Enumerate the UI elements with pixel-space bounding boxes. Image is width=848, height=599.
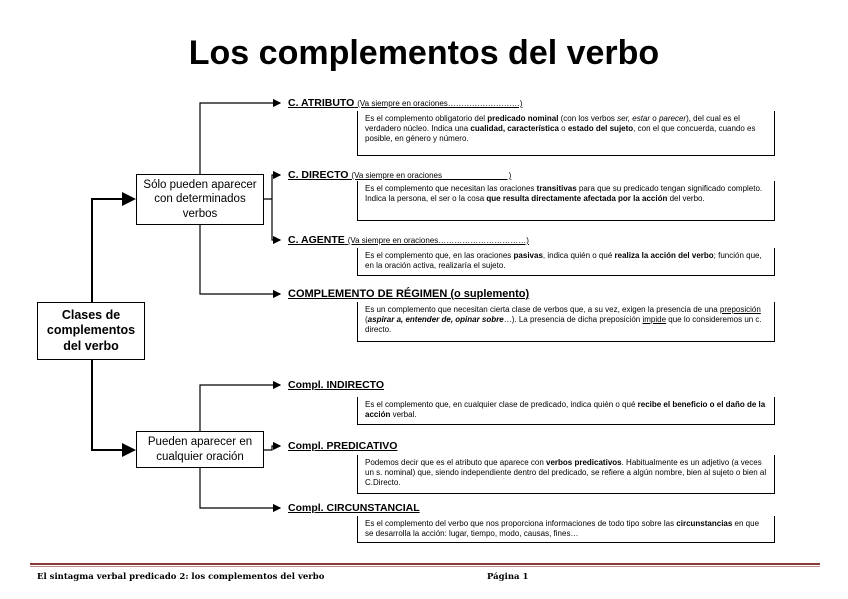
label-atributo: C. ATRIBUTO	[288, 97, 355, 109]
group-b-line-2: cualquier oración	[156, 450, 244, 463]
group-a-line-1: Sólo pueden aparecer	[143, 178, 257, 191]
heading-regimen	[288, 288, 529, 300]
label-indirecto: Compl. INDIRECTO	[288, 379, 385, 391]
root-line-2: complementos	[46, 323, 136, 338]
heading-indirecto	[288, 379, 384, 391]
desc-regimen: Es un complemento que necesitan cierta clase de verbos que, a su vez, exigen la presencia de una preposición (aspirar a, entender de, opinar sobre…). La presencia de dicha preposición impide que lo consideremos un c. directo.	[357, 302, 775, 342]
note-agente: (Va siempre en oraciones……………………………)	[347, 236, 529, 245]
desc-agente: Es el complemento que, en las oraciones pasivas, indica quién o qué realiza la acción del verbo; función que, en la oración activa, realizaría el sujeto.	[357, 248, 775, 276]
label-agente: C. AGENTE	[288, 234, 345, 246]
branch-directo	[264, 175, 280, 199]
desc-indirecto: Es el complemento que, en cualquier clase de predicado, indica quién o qué recibe el beneficio o el daño de la acción verbal.	[357, 397, 775, 425]
page-title: Los complementos del verbo	[188, 34, 660, 72]
desc-circunstancial: Es el complemento del verbo que nos proporciona informaciones de todo tipo sobre las circunstancias en que se desarrolla la acción: lugar, tiempo, modo, causas, fines…	[357, 516, 775, 543]
label-predicativo: Compl. PREDICATIVO	[288, 440, 398, 452]
root-to-group-a-arrow	[92, 199, 134, 302]
heading-predicativo	[288, 440, 397, 452]
root-line-3: del verbo	[63, 338, 119, 353]
root-box	[37, 302, 145, 360]
footer-rule	[30, 563, 820, 565]
heading-atributo	[288, 97, 522, 109]
desc-directo: Es el complemento que necesitan las oraciones transitivas para que su predicado tengan significado completo. Indica la persona, el ser o la cosa que resulta directamente afectada por la acción del verbo.	[357, 181, 775, 221]
branch-regimen	[200, 225, 280, 294]
footer-page-number: Página 1	[487, 572, 529, 582]
group-box-any-sentence	[136, 431, 264, 468]
branch-agente	[272, 199, 280, 240]
heading-circunstancial	[288, 502, 420, 514]
desc-atributo: Es el complemento obligatorio del predicado nominal (con los verbos ser, estar o parecer), del cual es el verdadero núcleo. Indica una cualidad, característica o estado del sujeto, con el que concuerda, cuando es posible, en género y número.	[357, 111, 775, 156]
footer-title: El sintagma verbal predicado 2: los complementos del verbo	[37, 572, 325, 582]
note-atributo: (Va siempre en oraciones………………………)	[357, 99, 523, 108]
footer-rule-thin	[30, 566, 820, 567]
note-directo: (Va siempre en oraciones )	[351, 171, 512, 180]
label-circunstancial: Compl. CIRCUNSTANCIAL	[288, 502, 420, 514]
desc-predicativo: Podemos decir que es el atributo que aparece con verbos predicativos. Habitualmente es un adjetivo (a veces un s. nominal) que, siendo independiente dentro del predicado, se refiere a algún nombre, bien al sujeto o bien al C.Directo.	[357, 455, 775, 494]
branch-circunstancial	[200, 468, 280, 508]
branch-atributo	[200, 103, 280, 174]
group-a-line-3: verbos	[182, 207, 218, 220]
branch-indirecto	[200, 385, 280, 431]
label-directo: C. DIRECTO	[288, 169, 349, 181]
heading-directo	[288, 169, 511, 181]
group-a-line-2: con determinados	[154, 193, 246, 206]
root-line-1: Clases de	[61, 307, 121, 322]
group-box-specific-verbs	[136, 174, 264, 225]
root-to-group-b-arrow	[92, 360, 134, 450]
heading-agente	[288, 234, 529, 246]
branch-predicativo	[264, 446, 280, 450]
label-regimen: COMPLEMENTO DE RÉGIMEN (o suplemento)	[288, 288, 530, 300]
group-b-line-1: Pueden aparecer en	[147, 436, 253, 449]
